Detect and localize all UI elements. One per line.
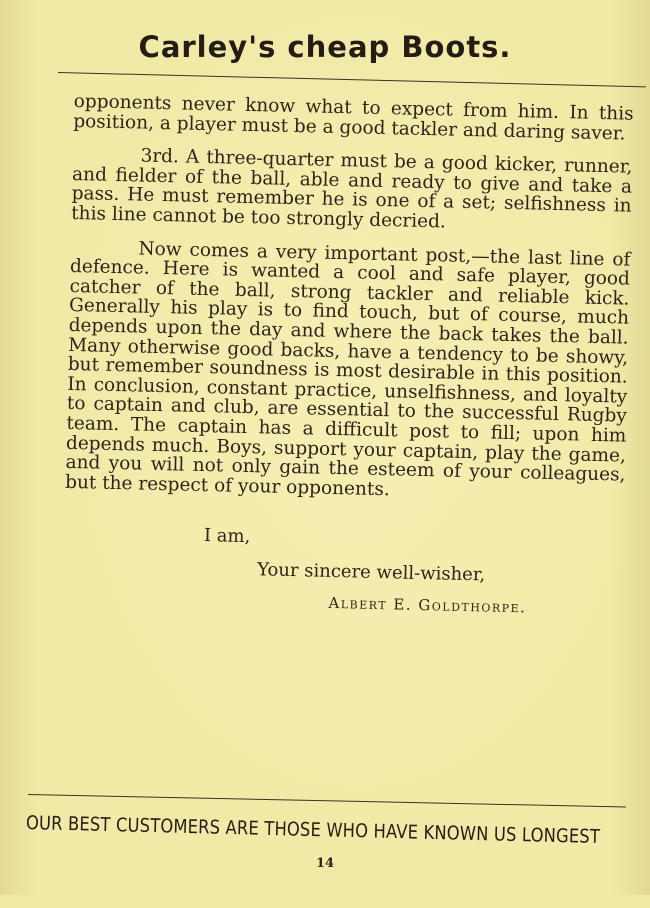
footer-slogan: OUR BEST CUSTOMERS ARE THOSE WHO HAVE KNOWN US LONGEST xyxy=(25,812,601,849)
closing-salutation: I am, xyxy=(203,525,251,548)
paragraph-three-quarter: 3rd. A three-quarter must be a good kicker, runner, and fielder of the ball, able and ready to give and take a pass. He must remember he is one of a set; selfishness in this line cannot be too strongly decried. xyxy=(71,145,633,233)
paragraph-continuation: opponents never know what to expect from him. In this position, a player must be a good tackler and daring saver. xyxy=(73,91,634,145)
page-header-title: Carley's cheap Boots. xyxy=(138,30,512,64)
page-number: 14 xyxy=(315,856,335,871)
paragraph-full-back: Now comes a very important post,—the last line of defence. Here is wanted a cool and safe player, good catcher of the ball, strong tackler and reliable kick. Generally his play is to find touch, but of course, much depends upon the day and where the back takes the ball. Many otherwise good backs, have a tendency to be showy, but remember soundness is most desirable in this position. In conclusion, constant practice, unselfishness, and loyalty to captain and club, are essential to the successful Rugby team. The captain has a difficult post to fill; upon him depends much. Boys, support your captain, play the game, and you will not only gain the esteem of your colleagues, but the respect of your opponents. xyxy=(64,238,631,500)
closing-valediction: Your sincere well-wisher, xyxy=(256,559,486,586)
author-signature: Albert E. Goldthorpe. xyxy=(328,593,527,617)
